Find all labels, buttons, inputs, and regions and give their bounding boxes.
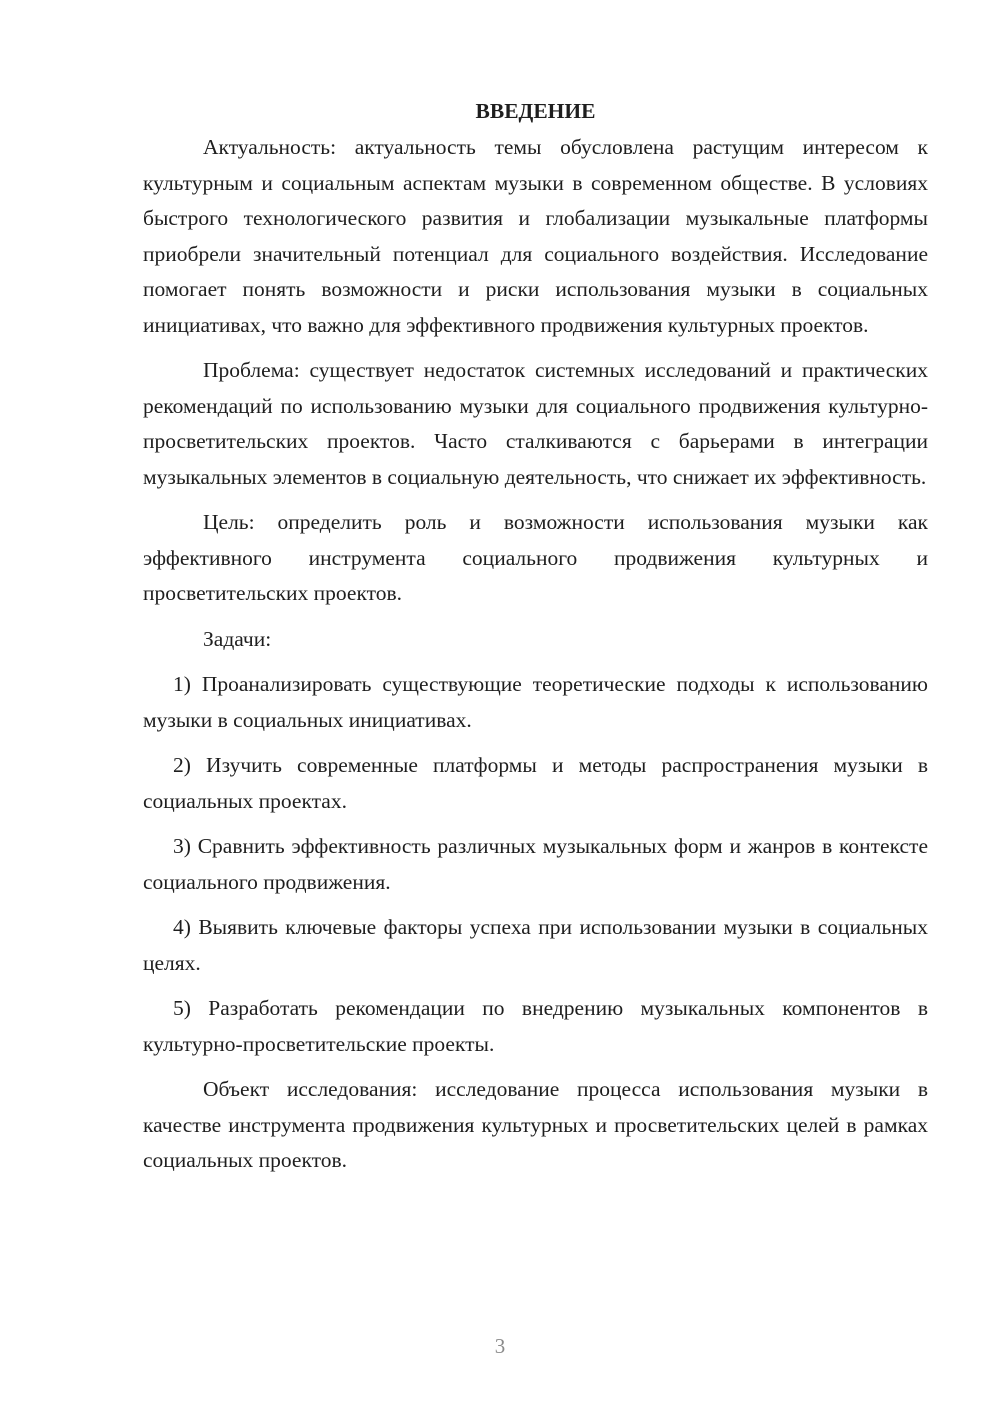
- tasks-list: [143, 667, 928, 1062]
- task-item: 1) Проанализировать существующие теоретические подходы к использованию музыки в социальных инициативах.: [143, 672, 928, 732]
- paragraph-problem: Проблема: существует недостаток системных исследований и практических рекомендаций по использованию музыки для социального продвижения культурно-просветительских проектов. Часто сталкиваются с барьерами в интеграции музыкальных элементов в социальную деятельность, что снижает их эффективность.: [143, 358, 928, 489]
- page-title: ВВЕДЕНИЕ: [475, 99, 596, 123]
- page-number: 3: [494, 1334, 506, 1358]
- task-item: 5) Разработать рекомендации по внедрению музыкальных компонентов в культурно-просветительские проекты.: [143, 996, 928, 1056]
- paragraph-object: Объект исследования: исследование процесса использования музыки в качестве инструмента продвижения культурных и просветительских целей в рамках социальных проектов.: [143, 1077, 928, 1172]
- task-item: 3) Сравнить эффективность различных музыкальных форм и жанров в контексте социального продвижения.: [143, 834, 928, 894]
- paragraph-relevance: Актуальность: актуальность темы обусловлена растущим интересом к культурным и социальным аспектам музыки в современном обществе. В условиях быстрого технологического развития и глобализации музыкальные платформы приобрели значительный потенциал для социального воздействия. Исследование помогает понять возможности и риски использования музыки в социальных инициативах, что важно для эффективного продвижения культурных проектов.: [143, 135, 928, 337]
- tasks-heading: Задачи:: [203, 626, 272, 651]
- task-item: 2) Изучить современные платформы и методы распространения музыки в социальных проектах.: [143, 753, 928, 813]
- paragraph-goal: Цель: определить роль и возможности использования музыки как эффективного инструмента социального продвижения культурных и просветительских проектов.: [143, 510, 928, 605]
- task-item: 4) Выявить ключевые факторы успеха при использовании музыки в социальных целях.: [143, 915, 928, 975]
- page-content: [143, 96, 928, 1189]
